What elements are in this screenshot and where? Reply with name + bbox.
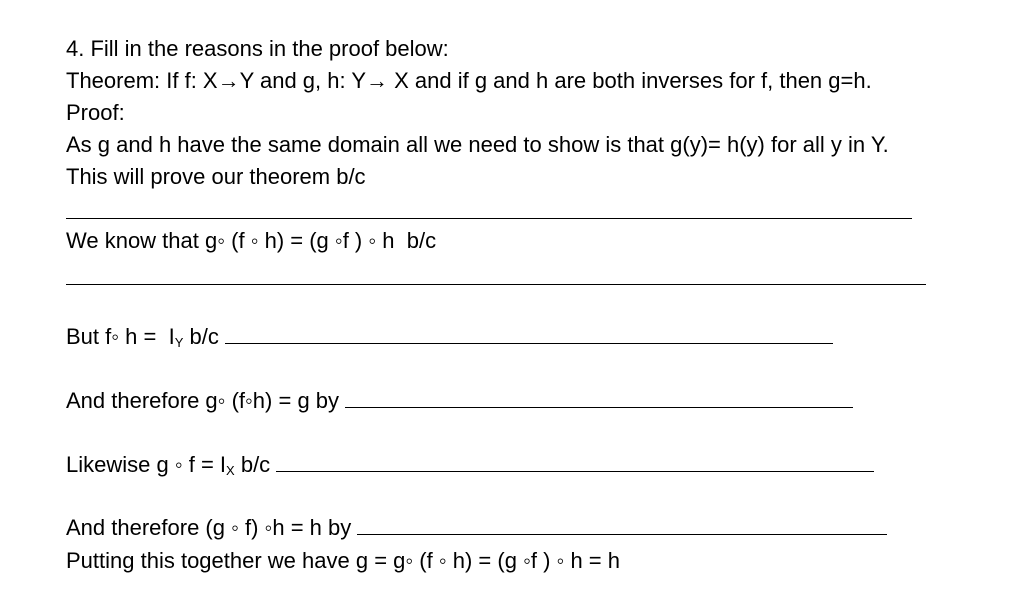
answer-blank-3[interactable] (225, 325, 833, 344)
proof-label: Proof: (66, 100, 125, 125)
therefore-step-1 (66, 388, 853, 414)
conclusion-line: Putting this together we have g = g◦ (f ◦ h) = (g ◦f ) ◦ h = h (66, 548, 620, 573)
answer-blank-6[interactable] (357, 516, 887, 535)
therefore-step-2 (66, 515, 887, 541)
identity-x-subscript: X (226, 463, 235, 478)
identity-step-x (66, 452, 874, 478)
theorem-statement: Theorem: If f: X→Y and g, h: Y→ X and if g and h are both inverses for f, then g=h. (66, 68, 872, 93)
identity-step-y (66, 324, 833, 350)
identity-step-x-suffix: b/c (234, 452, 271, 477)
answer-blank-1[interactable] (66, 218, 912, 219)
identity-step-y-suffix: b/c (183, 324, 219, 349)
therefore-step-1-text: And therefore g◦ (f◦h) = g by (66, 388, 340, 413)
answer-blank-4[interactable] (345, 389, 853, 408)
therefore-step-2-text: And therefore (g ◦ f) ◦h = h by (66, 515, 352, 540)
identity-step-x-prefix: Likewise g ◦ f = I (66, 452, 227, 477)
answer-blank-2[interactable] (66, 284, 926, 285)
proof-intro-line-2: This will prove our theorem b/c (66, 164, 366, 189)
answer-blank-5[interactable] (276, 453, 874, 472)
question-heading: 4. Fill in the reasons in the proof below: (66, 36, 449, 61)
proof-intro-line-1: As g and h have the same domain all we need to show is that g(y)= h(y) for all y in Y. (66, 132, 889, 157)
associativity-step: We know that g◦ (f ◦ h) = (g ◦f ) ◦ h b/c (66, 228, 437, 253)
identity-step-y-prefix: But f◦ h = I (66, 324, 175, 349)
identity-y-subscript: Y (174, 335, 184, 350)
